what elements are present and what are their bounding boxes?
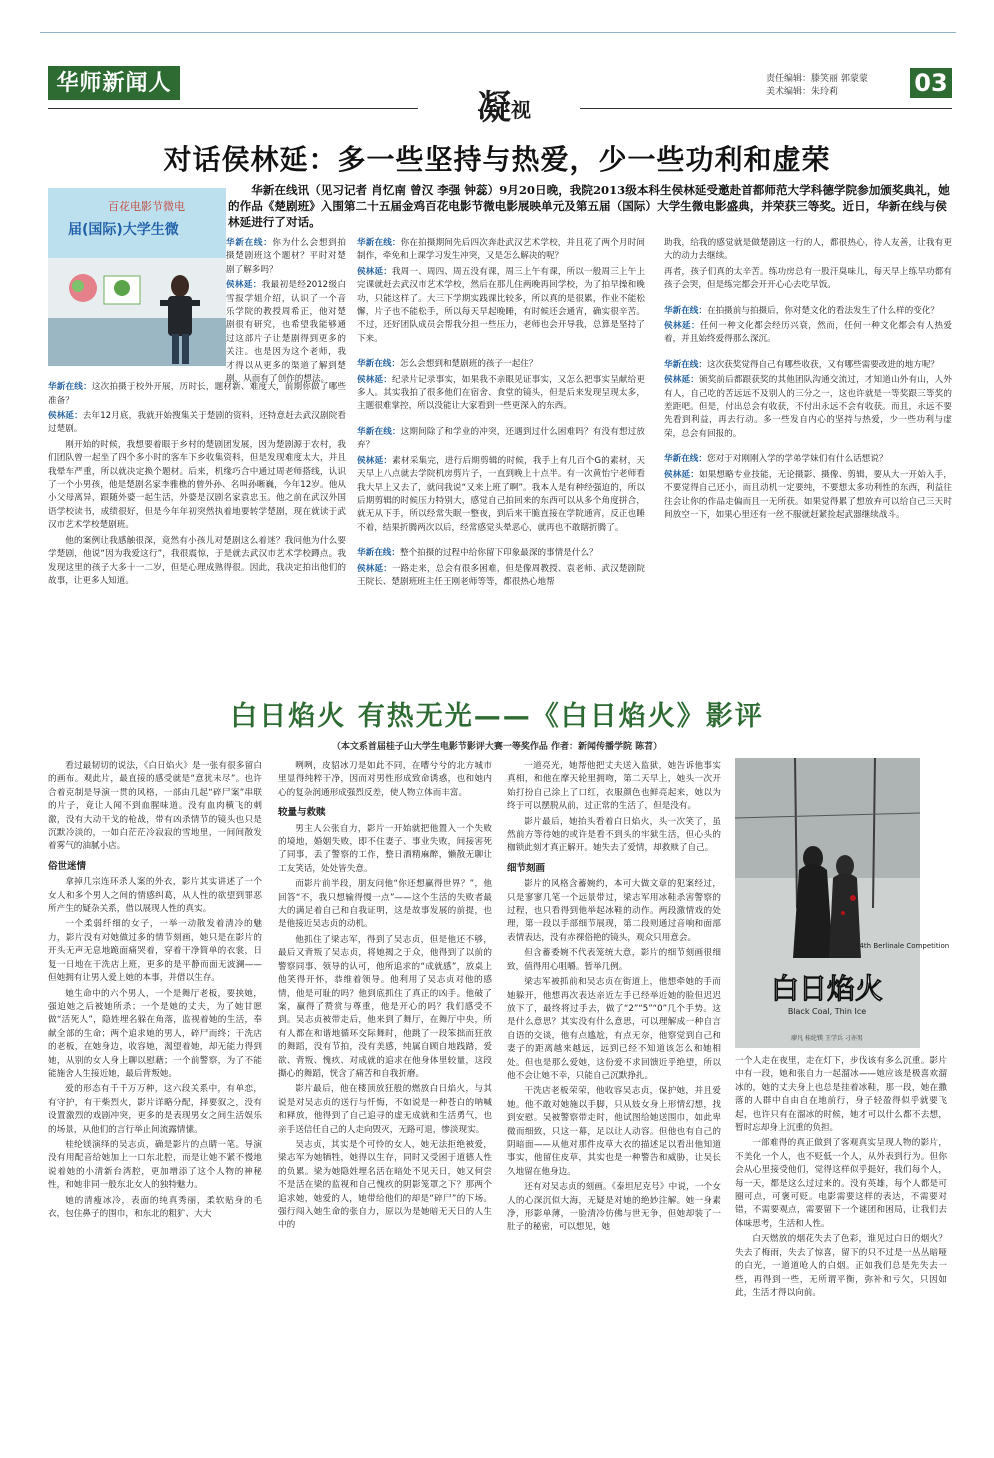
- body-paragraph: 梁志军被抓前和吴志贞在街道上，他想牵她的手而她躲开，他想再次表达亲近左手已经举近她的脸但迟迟放下了，最终将过手去，做了“2”“5”“0”几个手势。这是什么意思？其实没有什么意思，可以理解成一种自言自语的交谈，他有点尴尬，有点无奈，他察觉到自己和妻子的距离越来越远，远到已经不知道该怎么和她相处。但也是那么爱她，这份爱不求回馈近乎绝望，所以他不会让她不幸，只能自己沉默挣扎。: [507, 977, 721, 1081]
- qa-text: 这期间除了和学业的冲突，还遇到过什么困难吗？有没有想过放弃？: [357, 426, 645, 451]
- qa-paragraph: [664, 320, 952, 347]
- body-paragraph: 他的案例让我感触很深，竟然有小孩儿对楚剧这么着迷？我问他为什么要学楚剧，他说“因为我爱这行”，我很震惊，于是就去武汉市艺术学校蹲点。我发现这里的孩子大多十一二岁，但是心理成熟得很。因此，我决定拍出他们的故事，让更多人知道。: [48, 535, 346, 586]
- section-title-main: 凝: [477, 88, 511, 128]
- article1-lead: 华新在线讯（见习记者 肖忆南 曾汉 李强 钟蕊）9月20日晚，我院2013级本科生侯林延受邀赴首都师范大学科德学院参加颁奖典礼，她的作品《楚剧班》入围第二十五届金鸡百花电影节微电影展映单元及第五届（国际）大学生微电影盛典，并荣获三等奖。近日，华新在线与侯林延进行了对话。: [228, 183, 950, 229]
- qa-speaker: 华新在线：: [357, 359, 400, 370]
- body-paragraph: 还有对吴志贞的刻画。《泰坦尼克号》中说，一个女人的心深沉似大海，无疑是对她的绝妙注解。她一身素净，形影单薄，一脸清冷仿佛与世无争，但她却装了一肚子的秘密，可以想见，她: [507, 1182, 721, 1233]
- qa-speaker: 华新在线：: [357, 548, 400, 559]
- body-paragraph: 爱的形态有千千万万种，这六段关系中，有单恋，有守护，有干柴烈火，影片详略分配，择要叙之，没有设置激烈的戏剧冲突，更多的是表现男女之间生活娱乐的场景，从他们的言行举止间流露情愫。: [48, 1084, 262, 1135]
- body-paragraph: 拿掉几宗连环杀人案的外衣，影片其实讲述了一个女人和多个男人之间的情感纠葛，从人性的欲望到罪恶所产生的疑杂关系，借以展现人性的真实。: [48, 877, 262, 915]
- body-paragraph: 干洗店老板荣荣，他收容吴志贞，保护她，并且爱她。他不敢对她施以手脚，只从妓女身上形情幻想，找到安慰。吴被警察带走时，他试图给她送围巾，如此卑微而细致，只这一幕，足以让人动容。但他也有自己的阴暗面——从他对那件皮草大衣的描述足以看出他知道事实，他留住皮草，其实也是一种警告和威胁，让吴长久地留在他身边。: [507, 1086, 721, 1177]
- editor-line-2: 美术编辑：朱玲莉: [766, 87, 839, 97]
- body-paragraph: 白天燃放的烟花失去了色彩，谁见过白日的烟火？失去了梅雨，失去了惊喜，留下的只不过是一丛丛暗哑的白光，一道道呛人的白烟。正如我们总是先失去一些，再得到一些，无所谓平衡，弥补和亏欠，只因如此，生活才得以向前。: [735, 1234, 947, 1298]
- qa-speaker: 侯林延：: [357, 563, 392, 574]
- qa-text: 纪录片记录事实，如果我不亲眼见证事实，又怎么把事实呈献给更多人。其实我拍了很多他们在宿舍、食堂的镜头，但是后来发现呈现太多，主题很难掌控，所以没能让大家看到一些更深入的东西。: [357, 374, 645, 412]
- qa-text: 你为什么会想到拍摄楚剧班这个题材？平时对楚剧了解多吗？: [226, 238, 346, 275]
- body-paragraph: 而影片前半段，朋友问他“你还想赢得世界？”，他回答“不，我只想输得慢一点”——这个生活的失败者最大的满足着自己和自我证明，这是故事发展的前提，也是他接近吴志贞的动机。: [278, 879, 492, 930]
- qa-text: 你在拍摄期间先后四次奔赴武汉艺术学校，并且花了两个月时间制作，牵免和上课学习发生冲突，又是怎么解决的呢？: [357, 238, 645, 262]
- poster-award-text: 64th Berlinale Competition: [855, 942, 950, 950]
- qa-text: 整个拍摄的过程中给你留下印象最深的事情是什么？: [399, 548, 598, 559]
- section-title: [434, 88, 574, 130]
- article1-column-3: [664, 237, 952, 524]
- qa-text: 任何一种文化都会经历兴衰，然而，任何一种文化都会有人热爱着，并且始终爱得那么深沉。: [664, 321, 952, 345]
- qa-text: 我周一、周四、周五没有课，周三上午有课，所以一般周三上午上完课就赶去武汉市艺术学校，然后在那儿住两晚再回学校，为了拍早操和晚功，只能这样了。大三下学期实践课比较多，所以真的是很累，作业不能松懈，片子也不能松手，所以每天早起晚睡，有时候还会通宵，确实很辛苦。不过，还好团队成员会帮我分担一些压力，老师也会开导我，总算是坚持了下来。: [357, 266, 645, 344]
- body-paragraph: 影片的风格含蓄婉约，本可大做文章的犯案经过，只是寥寥几笔一个远景带过，梁志军用冰鞋杀害警察的过程，也只看得到他举起冰鞋的动作。两段激情戏的处理，第一段以手部细节展现，第二段则通过音响和面部表情表达，没有赤裸俗艳的镜头，观众只用意会。: [507, 879, 721, 943]
- body-paragraph: 看过最韧切的说法，《白日焰火》是一张有很多留白的画布。观此片，最直接的感受就是“意犹未尽”。也许合着克制是导演一贯的风格，一部由几起“碎尸案”串联的片子，竟让人闻不到血腥味道。没有血肉横飞的刺激，没有大动干戈的枪战，带有凶杀情节的镜头也只是沉默冷淡的，一如白茫茫冷寂寂的雪地里，一间间散发着雾气的油腻小店。: [48, 761, 262, 852]
- qa-paragraph: [357, 563, 645, 590]
- qa-text: 怎么会想到和楚剧班的孩子一起住？: [399, 359, 538, 370]
- body-paragraph: 她生命中的六个男人，一个是舞厅老板，要挟她，强迫她之后被她所杀；一个是她的丈夫，为了她甘愿做“活死人”，隐姓埋名躲在角落，监视着她的生活，奉献全部的生命；两个追求她的男人，碎尸而终；干洗店的老板，在她身边，收容她，渴望着她，却无能力得到她，从别的女人身上聊以慰藉；一个前警察，为了不能能施舍人生接近她，最后背叛她。: [48, 988, 262, 1079]
- body-paragraph: 咧咧，皮貂冰刀是如此不同，在嘈兮兮的北方城市里显得纯粹干净，因而对男性形成致命诱惑，也和她内心的复杂润通形成强烈反差，使人物立体而丰富。: [278, 761, 492, 798]
- body-paragraph: 但含蓄委婉不代表笼统大意，影片的细节刻画很细致，值得用心咀嚼。暂举几例。: [507, 948, 721, 972]
- subheading: 较量与救赎: [278, 807, 326, 819]
- body-paragraph: 再者，孩子们真的太辛苦。练功房总有一股汗臭味儿，每天早上练早功都有孩子会哭，但是练完都会开开心心去吃早饭。: [664, 266, 952, 291]
- qa-text: 去年12月底，我就开始搜集关于楚剧的资料，还特意赶去武汉剧院看过楚剧。: [48, 411, 346, 435]
- photo-sign-line1: 百花电影节微电: [108, 200, 185, 213]
- qa-text: 这次拍摄于校外开展，历时长，题材新、难度大，前期你做了哪些准备？: [48, 382, 346, 406]
- article2-column-2: [278, 760, 492, 1450]
- qa-speaker: 侯林延：: [48, 411, 83, 422]
- qa-text: 颁奖前后都跟获奖的其他团队沟通交流过，才知道山外有山，人外有人，自己吃的苦远远不及别人的三分之一，这也许就是一等奖跟三等奖的差距吧。但是，付出总会有收获，不付出永远不会有收获。而且，永远不要先看到利益，再去行动。多一些发自内心的坚持与热爱，少一些功利与虚荣，总会有回报的。: [664, 375, 952, 439]
- movie-poster-art: [735, 758, 950, 1048]
- qa-text: 如果想略专业技能，无论摄影、摄像、剪辑，要从大一开始入手，不要觉得自己还小，而且动机一定要纯，不要想太多功利性的东西，利益往往会让你的作品走偏而且一无所获。如果觉得累了想放弃可以给自己三天时间放空一下，如果心里还有一丝不服就赶紧捡起武器继续战斗。: [664, 469, 952, 520]
- qa-text: 您对于对刚刚入学的学弟学妹们有什么话想说？: [706, 454, 888, 465]
- qa-speaker: 侯林延：: [664, 469, 699, 480]
- qa-speaker: 侯林延：: [357, 374, 392, 385]
- subheading: 俗世迷情: [48, 860, 87, 872]
- photo-sign-line2: 届(国际)大学生微: [68, 222, 179, 238]
- article1-column-1: [48, 237, 346, 590]
- movie-poster: [735, 758, 950, 1048]
- qa-paragraph: [226, 237, 346, 277]
- qa-speaker: 华新在线：: [357, 238, 401, 248]
- qa-paragraph: [357, 266, 645, 346]
- qa-paragraph: [226, 279, 346, 386]
- qa-text: 在拍摄前与拍摄后，你对楚文化的看法发生了什么样的变化？: [706, 305, 940, 316]
- qa-speaker: 侯林延：: [357, 455, 393, 466]
- qa-text: 我最初是经2012级白雪报学姐介绍，认识了一个音乐学院的教授周希正，他对楚剧很有研究，也希望我能够通过这部片子让楚剧得到更多的关注。也是因为这个老师，我才得以从更多的渠道了解到楚剧，从而有了创作的想法。: [226, 280, 346, 385]
- article1-headline: 对话侯林延：多一些坚持与热爱，少一些功利和虚荣: [163, 143, 831, 176]
- poster-title-en: Black Coal, Thin Ice: [787, 1007, 867, 1016]
- body-paragraph: 他抓住了梁志军，得到了吴志贞，但是他还不够，最后又背叛了吴志贞，将她揭之于众，他得到了以前的警察同事、领导的认可，他所追求的“成就感”，放桌上他笑得开怀，恭维着领导。他利用了吴志贞对他的感情，他是可耻的吗？他到底抓住了真正的凶手。他破了案，赢得了赞赏与尊重，他是开心的吗？我们感受不到。吴志贞被带走后，他来到了舞厅，在舞厅中央，所有人都在和谐地循环交际舞时，他跳了一段笨拙而狂放的舞蹈，没有节拍，没有美感，纯属自顾自地践踏，爱欲、背叛、愧疚、对成就的追求在他身体里较量，这段撕心的舞蹈，恍含了痛苦和自我折磨。: [278, 934, 492, 1079]
- newspaper-masthead: 华师新闻人: [48, 66, 180, 100]
- article2-byline: （本文系首届桂子山大学生电影节影评大赛一等奖作品 作者：新闻传播学院 陈苕）: [331, 742, 663, 752]
- qa-paragraph: [357, 547, 645, 560]
- section-rule-right: [580, 108, 952, 109]
- qa-speaker: 华新在线：: [664, 359, 707, 370]
- body-paragraph: 影片最后，他在楼顶放狂般的燃放白日焰火，与其说是对吴志贞的送行与忏悔，不如说是一种苍白的呐喊和释放，他得到了自己追寻的虚无成就和生活勇气，也亲手送信任自己的人走向毁灭，无路可退，惨淡现实。: [278, 1084, 492, 1135]
- section-rule-left: [48, 108, 418, 109]
- article1-col1-wrap: [226, 237, 346, 277]
- qa-speaker: 华新在线：: [357, 426, 401, 437]
- body-paragraph: 刚开始的时候，我想要着眼于乡村的楚剧团发展，因为楚剧源于农村，我们团队曾一起坐了四个多小时的客车下乡收集资料，但是发现难度太大，并且我晕车严重，所以就决定换个题材。后来，机缘巧合中通过周老师搭线，认识了一个小男孩，他是楚剧名家李雅樵的曾外孙、名叫孙晰巍，今年12岁。他从小父母离异，跟随外婆一起生活，外婆是汉剧名家袁忠玉。他之前在武汉外国语学校读书，成绩很好，但是今年年初突然执着地要转学楚剧，现在就读于武汉市艺术学校楚剧班。: [48, 439, 346, 531]
- qa-paragraph: [357, 455, 645, 535]
- article2-column-1: [48, 760, 262, 1450]
- body-paragraph: 一个人走在夜里，走在灯下，步伐该有多么沉重。影片中有一段，她和张自力一起溜冰——她应该是极喜欢溜冰的，她的丈夫身上也总是挂着冰鞋，那一段，她在撒落的人群中自由自在地前行，身子轻盈得似乎就要飞起，也许只有在溜冰的时候，她才可以什么都不去想，暂时忘却身上沉重的负担。: [735, 1056, 947, 1134]
- poster-credits: 廖凡 桂纶镁 王学兵 刁亦男: [791, 1035, 863, 1042]
- article1-col1-wrap-2: [226, 279, 346, 385]
- qa-paragraph: [664, 305, 952, 318]
- qa-paragraph: [357, 358, 645, 371]
- top-rule: [40, 32, 956, 33]
- article2-column-4: [735, 1055, 947, 1450]
- article1-column-2: [357, 237, 645, 591]
- qa-speaker: 侯林延：: [664, 375, 699, 386]
- qa-speaker: 侯林延：: [226, 280, 262, 291]
- subheading: 细节刻画: [507, 862, 546, 874]
- qa-speaker: 华新在线：: [48, 382, 92, 393]
- body-paragraph: 助我，给我的感觉就是做楚剧这一行的人，都很热心，待人友善，让我有更大的动力去继续。: [664, 238, 952, 262]
- qa-text: 一路走来，总会有很多困难，但是像周教授、袁老师、武汉楚剧院王院长、楚剧班班主任王刚老师等等，都很热心地帮: [357, 563, 645, 587]
- qa-speaker: 侯林延：: [357, 266, 392, 277]
- body-paragraph: 一个柔弱纤细的女子，一举一动散发着清冷的魅力，影片没有对她做过多的情节刻画，她只是在影片的开头无声无息地跪面痛哭着，穿着干净简单的衣裳，日复一日地在干洗店上班，更多的是平静而面无波澜——但她拥有让男人爱上她的本事，并借以生存。: [48, 919, 262, 984]
- qa-speaker: 华新在线：: [664, 454, 707, 465]
- qa-paragraph: [357, 237, 645, 264]
- editor-credits: [766, 73, 868, 99]
- body-paragraph: 男主人公张自力，影片一开始就把他置入一个失败的境地，婚姻失败，即不住妻子、事业失败，间接害死了同事，丢了警察的工作，整日酒精麻醉，懒散无聊让工友笑话，处处皆失意。: [278, 823, 492, 874]
- page-number: 03: [910, 68, 952, 98]
- body-paragraph: 桂纶镁演绎的吴志贞，确是影片的点睛一笔。导演没有用配音给她加上一口东北腔，而是让她不紧不慢地说着她的小清新台湾腔，更加增添了这个人物的神秘性，和她非同一般东北女人的独特魅力。: [48, 1139, 262, 1191]
- article2-headline: 白日焰火 有热无光——《白日焰火》影评: [230, 701, 764, 732]
- qa-speaker: 华新在线：: [226, 238, 273, 248]
- qa-paragraph: [664, 359, 952, 372]
- qa-speaker: 侯林延：: [664, 321, 701, 332]
- section-title-sub: 视: [511, 98, 531, 122]
- qa-paragraph: [664, 469, 952, 523]
- poster-title: 白日焰火: [770, 972, 884, 1005]
- body-paragraph: 一部难得的真正做到了客观真实呈现人物的影片，不美化一个人，也不贬低一个人，从外表到行为。但你会从心里接受他们，觉得这样似乎挺好，我们每个人，每一天，都是这么过过来的。没有英雄，每个人都是可圈可点，可褒可贬。电影需要这样的表达，不需要对错，不需要观点，需要留下一个谜团和困局，让我们去体味思考，生活和人性。: [735, 1138, 947, 1229]
- qa-paragraph: [357, 374, 645, 414]
- body-paragraph: 她的清瘦冰冷，表面的纯真秀丽，柔软贴身的毛衣，包住鼻子的围巾，和东北的粗犷、大大: [48, 1195, 262, 1219]
- qa-text: 这次获奖觉得自己有哪些收获，又有哪些需要改进的地方呢？: [706, 359, 940, 370]
- body-paragraph: 吴志贞，其实是个可怜的女人，她无法拒绝被爱，梁志军为她牺牲，她得以生存，同时又受困于道德人性的负累。梁为她隐姓埋名活在暗处不见天日，她又何尝不是活在梁的监视和自己愧疚的阴影笼罩之下？那两个追求她，她爱的人，她带给他们的却是“碎尸”的下场。强行闯入她生命的张自力，原以为是她暗无天日的人生中的: [278, 1139, 492, 1231]
- body-paragraph: 一道亮光，她帮他把丈夫送入监狱，她告诉他事实真相，和他在摩天轮里拥吻，第二天早上，她头一次开始打扮自己涂上了口红，衣服颜色也鲜亮起来，她以为终于可以摆脱从前，过正常的生活了，但是没有。: [507, 761, 721, 812]
- qa-paragraph: [48, 410, 346, 437]
- qa-paragraph: [664, 374, 952, 441]
- article2-column-3: [507, 760, 721, 1450]
- qa-paragraph: [664, 453, 952, 466]
- editor-line-1: 责任编辑：滕笑丽 郭蒙蒙: [766, 74, 868, 84]
- qa-text: 素材采集完，进行后期剪辑的时候，我手上有几百个G的素材，天天早上八点就去学院机房剪片子，一直到晚上十点半。有一次黄怡宁老师看我大早上又去了，就问我说“又来上班了啊”。我本人是有种经强迫的，所以后期剪辑的时候压力特别大，感觉自己拍回来的东西可以从多个角度拼合，就无从下手，所以经常失眠一整夜，到后来干脆直接在学院通宵，反正也睡不着，结果折腾两次以后，经常感觉头晕恶心，就再也不敢瞎折腾了。: [357, 455, 645, 533]
- body-paragraph: 影片最后，她抬头看着白日焰火，头一次笑了，虽然前方等待她的或许是看不到头的牢狱生活，但心头的枷锁此刻才真正解开。她失去了爱情，却救赎了自己。: [507, 816, 721, 854]
- qa-paragraph: [357, 426, 645, 453]
- qa-paragraph: [48, 381, 346, 408]
- qa-speaker: 华新在线：: [664, 305, 707, 316]
